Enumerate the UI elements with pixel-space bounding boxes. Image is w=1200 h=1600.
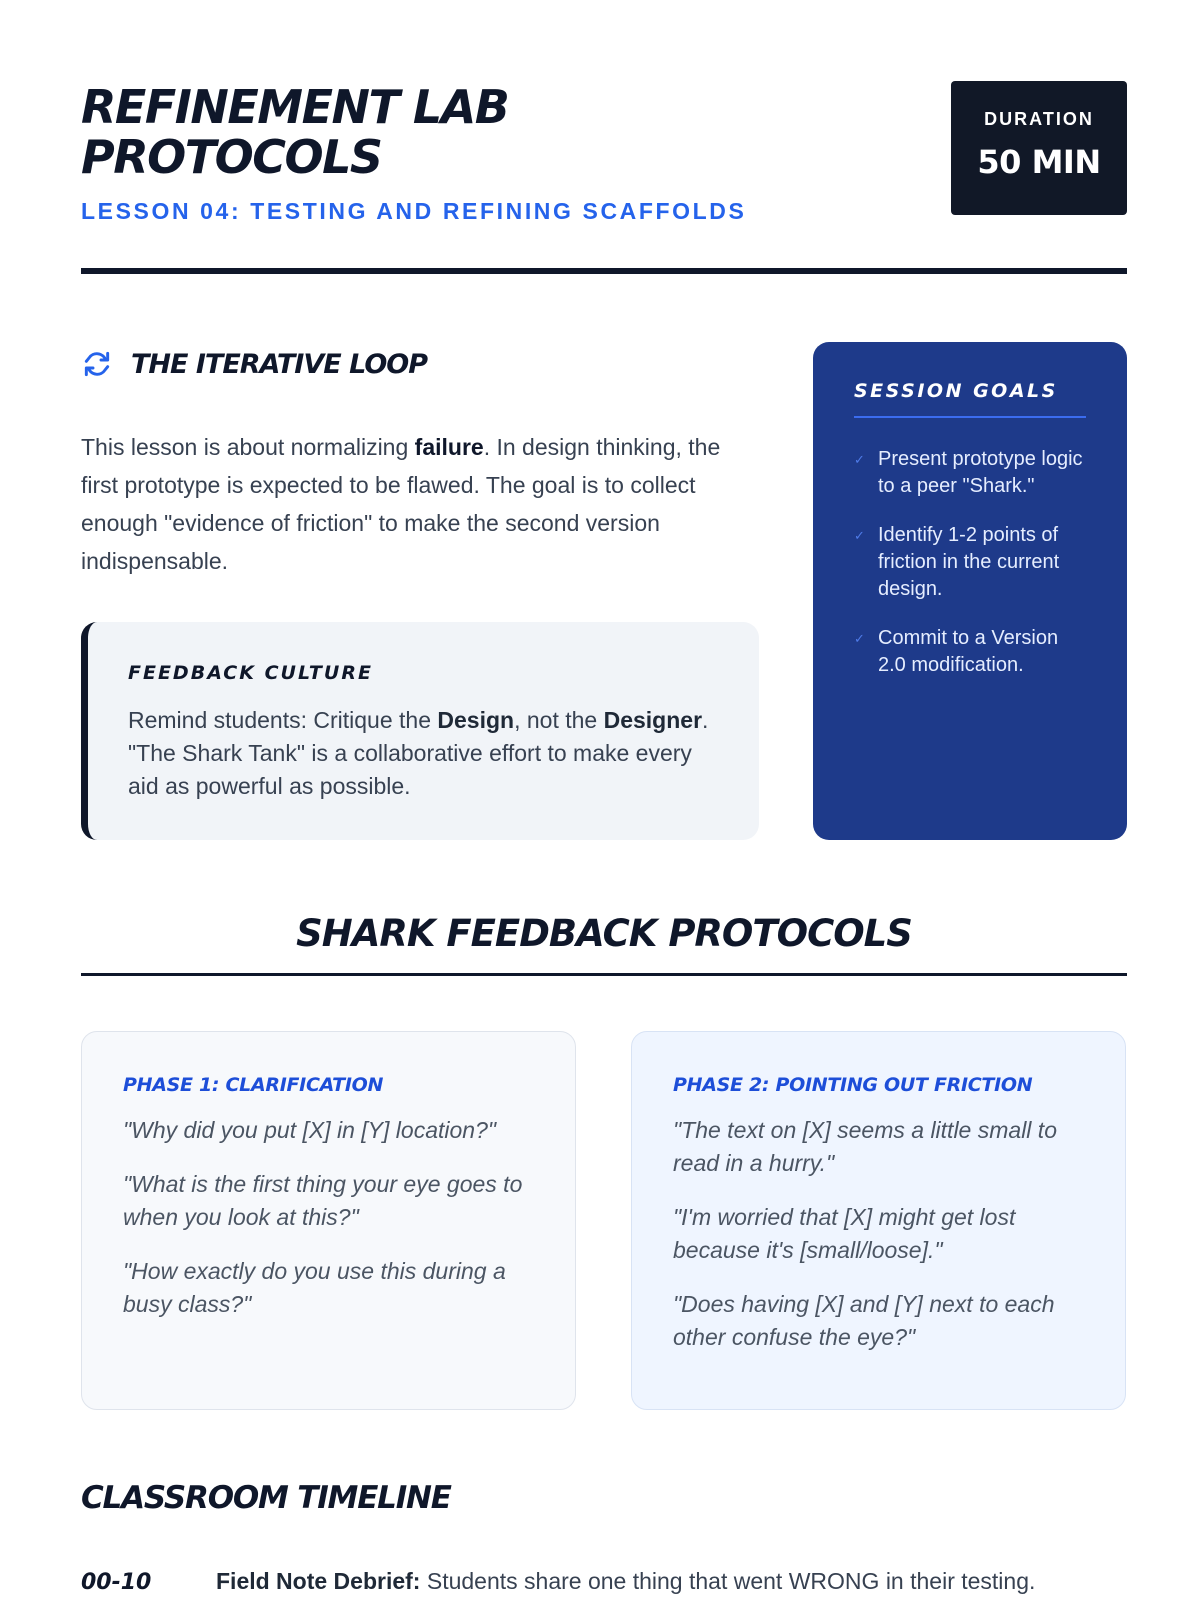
refresh-icon — [81, 348, 113, 380]
callout-text-3: . "The Shark Tank" is a collaborative effort to make every aid as powerful as possible. — [128, 707, 709, 799]
duration-badge — [951, 81, 1127, 215]
callout-bold-designer: Designer — [603, 707, 703, 733]
timeline-row — [81, 1568, 1127, 1595]
callout-title: FEEDBACK CULTURE — [128, 662, 373, 684]
timeline-text: Students share one thing that went WRONG in their testing. — [420, 1568, 1036, 1594]
phase-2-quote: "Does having [X] and [Y] next to each other confuse the eye?" — [673, 1291, 1055, 1350]
timeline-description — [216, 1568, 1035, 1595]
callout-text-2: , not the — [514, 707, 604, 733]
timeline-label: Field Note Debrief: — [216, 1568, 421, 1594]
session-goals-title: SESSION GOALS — [854, 380, 1086, 418]
goal-text: Present prototype logic to a peer "Shark." — [878, 448, 1083, 497]
goal-item — [854, 522, 1086, 603]
check-icon: ✓ — [854, 452, 865, 467]
goal-text: Identify 1-2 points of friction in the current design. — [878, 524, 1060, 600]
feedback-culture-callout — [81, 622, 759, 840]
lesson-page — [81, 0, 1127, 1600]
phase-1-quote: "What is the first thing your eye goes to when you look at this?" — [123, 1171, 523, 1230]
phase-1-quote: "How exactly do you use this during a busy class?" — [123, 1258, 506, 1317]
timeline-time: 00-10 — [81, 1570, 152, 1595]
phase-1-title: PHASE 1: CLARIFICATION — [123, 1074, 384, 1096]
classroom-timeline-title: CLASSROOM TIMELINE — [81, 1480, 451, 1516]
title-line-1: REFINEMENT LAB — [81, 80, 509, 134]
check-icon: ✓ — [854, 631, 865, 646]
session-goals-panel — [813, 342, 1127, 840]
iterative-loop-heading — [81, 348, 427, 380]
callout-bold-design: Design — [437, 707, 515, 733]
intro-text-1: This lesson is about normalizing — [81, 434, 415, 460]
lesson-subtitle: LESSON 04: TESTING AND REFINING SCAFFOLDS — [81, 198, 747, 224]
intro-paragraph — [81, 428, 751, 580]
duration-value: 50 MIN — [977, 143, 1101, 181]
phase-1-card — [81, 1031, 576, 1410]
check-icon: ✓ — [854, 528, 865, 543]
page-title — [81, 82, 801, 182]
phase-2-quote: "I'm worried that [X] might get lost because it's [small/loose]." — [673, 1204, 1016, 1263]
session-goals-list — [854, 446, 1086, 679]
phase-2-title: PHASE 2: POINTING OUT FRICTION — [673, 1074, 1033, 1096]
phase-2-quote: "The text on [X] seems a little small to read in a hurry." — [673, 1117, 1057, 1176]
goal-item — [854, 446, 1086, 500]
duration-label: DURATION — [984, 109, 1094, 129]
title-line-2: PROTOCOLS — [81, 130, 382, 184]
iterative-loop-title: THE ITERATIVE LOOP — [131, 348, 428, 380]
callout-text — [128, 704, 719, 803]
phase-2-card — [631, 1031, 1126, 1410]
goal-item — [854, 625, 1086, 679]
header-divider — [81, 268, 1127, 274]
intro-text-2: . In design thinking, the first prototype is expected to be flawed. The goal is to collect enough "evidence of friction" to make the second version indispensable. — [81, 434, 721, 574]
shark-divider — [81, 973, 1127, 976]
intro-bold: failure — [414, 434, 484, 460]
callout-text-1: Remind students: Critique the — [128, 707, 438, 733]
shark-protocols-title: SHARK FEEDBACK PROTOCOLS — [296, 912, 912, 955]
phase-1-quote: "Why did you put [X] in [Y] location?" — [123, 1117, 497, 1143]
goal-text: Commit to a Version 2.0 modification. — [878, 627, 1059, 676]
